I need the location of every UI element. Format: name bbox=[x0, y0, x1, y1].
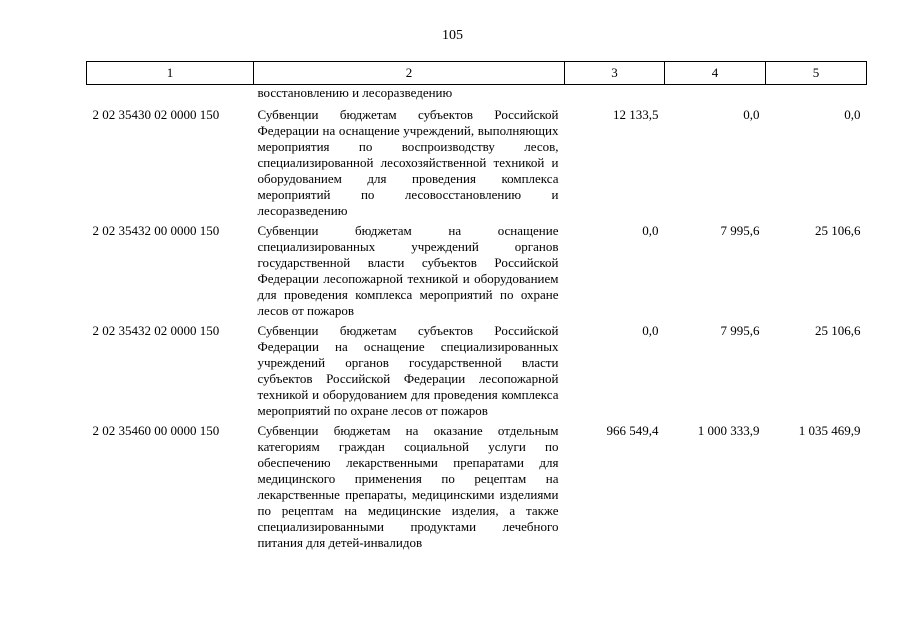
table-row bbox=[87, 219, 867, 319]
header-col-3: 3 bbox=[565, 62, 665, 85]
value-col-3: 0,0 bbox=[642, 323, 659, 338]
table-row bbox=[87, 103, 867, 219]
value-col-3: 0,0 bbox=[642, 223, 659, 238]
value-col-5: 25 106,6 bbox=[815, 223, 861, 238]
value-col-4: 7 995,6 bbox=[720, 223, 760, 238]
table-row bbox=[87, 319, 867, 419]
value-col-3: 12 133,5 bbox=[613, 107, 659, 122]
header-col-1: 1 bbox=[87, 62, 254, 85]
row-description: Субвенции бюджетам на оказание отдельным категориям граждан социальной услуги по обеспечению лекарственными препаратами для медицинского применения по рецептам на лекарственные препараты, медицинскими изделиями по рецептам на медицинские изделия, а также специализированными продуктами лечебного питания для детей-инвалидов bbox=[257, 423, 559, 550]
value-col-4: 0,0 bbox=[743, 107, 760, 122]
row-description: Субвенции бюджетам на оснащение специализированных учреждений органов государственной власти субъектов Российской Федерации лесопожарной техникой и оборудованием для проведения комплекса мероприятий по охране лесов от пожаров bbox=[257, 223, 559, 318]
header-col-2: 2 bbox=[254, 62, 565, 85]
value-col-4: 1 000 333,9 bbox=[697, 423, 760, 438]
header-col-5: 5 bbox=[766, 62, 867, 85]
continuation-code bbox=[87, 85, 254, 104]
value-col-5: 1 035 469,9 bbox=[798, 423, 861, 438]
budget-code: 2 02 35432 02 0000 150 bbox=[92, 323, 220, 338]
table-row bbox=[87, 419, 867, 551]
budget-code: 2 02 35430 02 0000 150 bbox=[92, 107, 220, 122]
budget-code: 2 02 35460 00 0000 150 bbox=[92, 423, 220, 438]
page-number: 105 bbox=[442, 28, 463, 43]
value-col-3: 966 549,4 bbox=[606, 423, 659, 438]
row-description: Субвенции бюджетам субъектов Российской Федерации на оснащение специализированных учреждений органов государственной власти субъектов Российской Федерации лесопожарной техникой и оборудованием для проведения комплекса мероприятий по охране лесов от пожаров bbox=[257, 323, 559, 418]
value-col-5: 0,0 bbox=[844, 107, 861, 122]
budget-table bbox=[86, 61, 867, 551]
header-col-4: 4 bbox=[665, 62, 766, 85]
value-col-5: 25 106,6 bbox=[815, 323, 861, 338]
budget-code: 2 02 35432 00 0000 150 bbox=[92, 223, 220, 238]
continuation-text: восстановлению и лесоразведению bbox=[257, 85, 453, 100]
continuation-row bbox=[87, 85, 867, 104]
row-description: Субвенции бюджетам субъектов Российской Федерации на оснащение учреждений, выполняющих мероприятия по воспроизводству лесов, специализированной лесохозяйственной техникой и оборудованием для проведения комплекса мероприятий по лесовосстановлению и лесоразведению bbox=[257, 107, 559, 218]
value-col-4: 7 995,6 bbox=[720, 323, 760, 338]
header-row bbox=[87, 62, 867, 85]
